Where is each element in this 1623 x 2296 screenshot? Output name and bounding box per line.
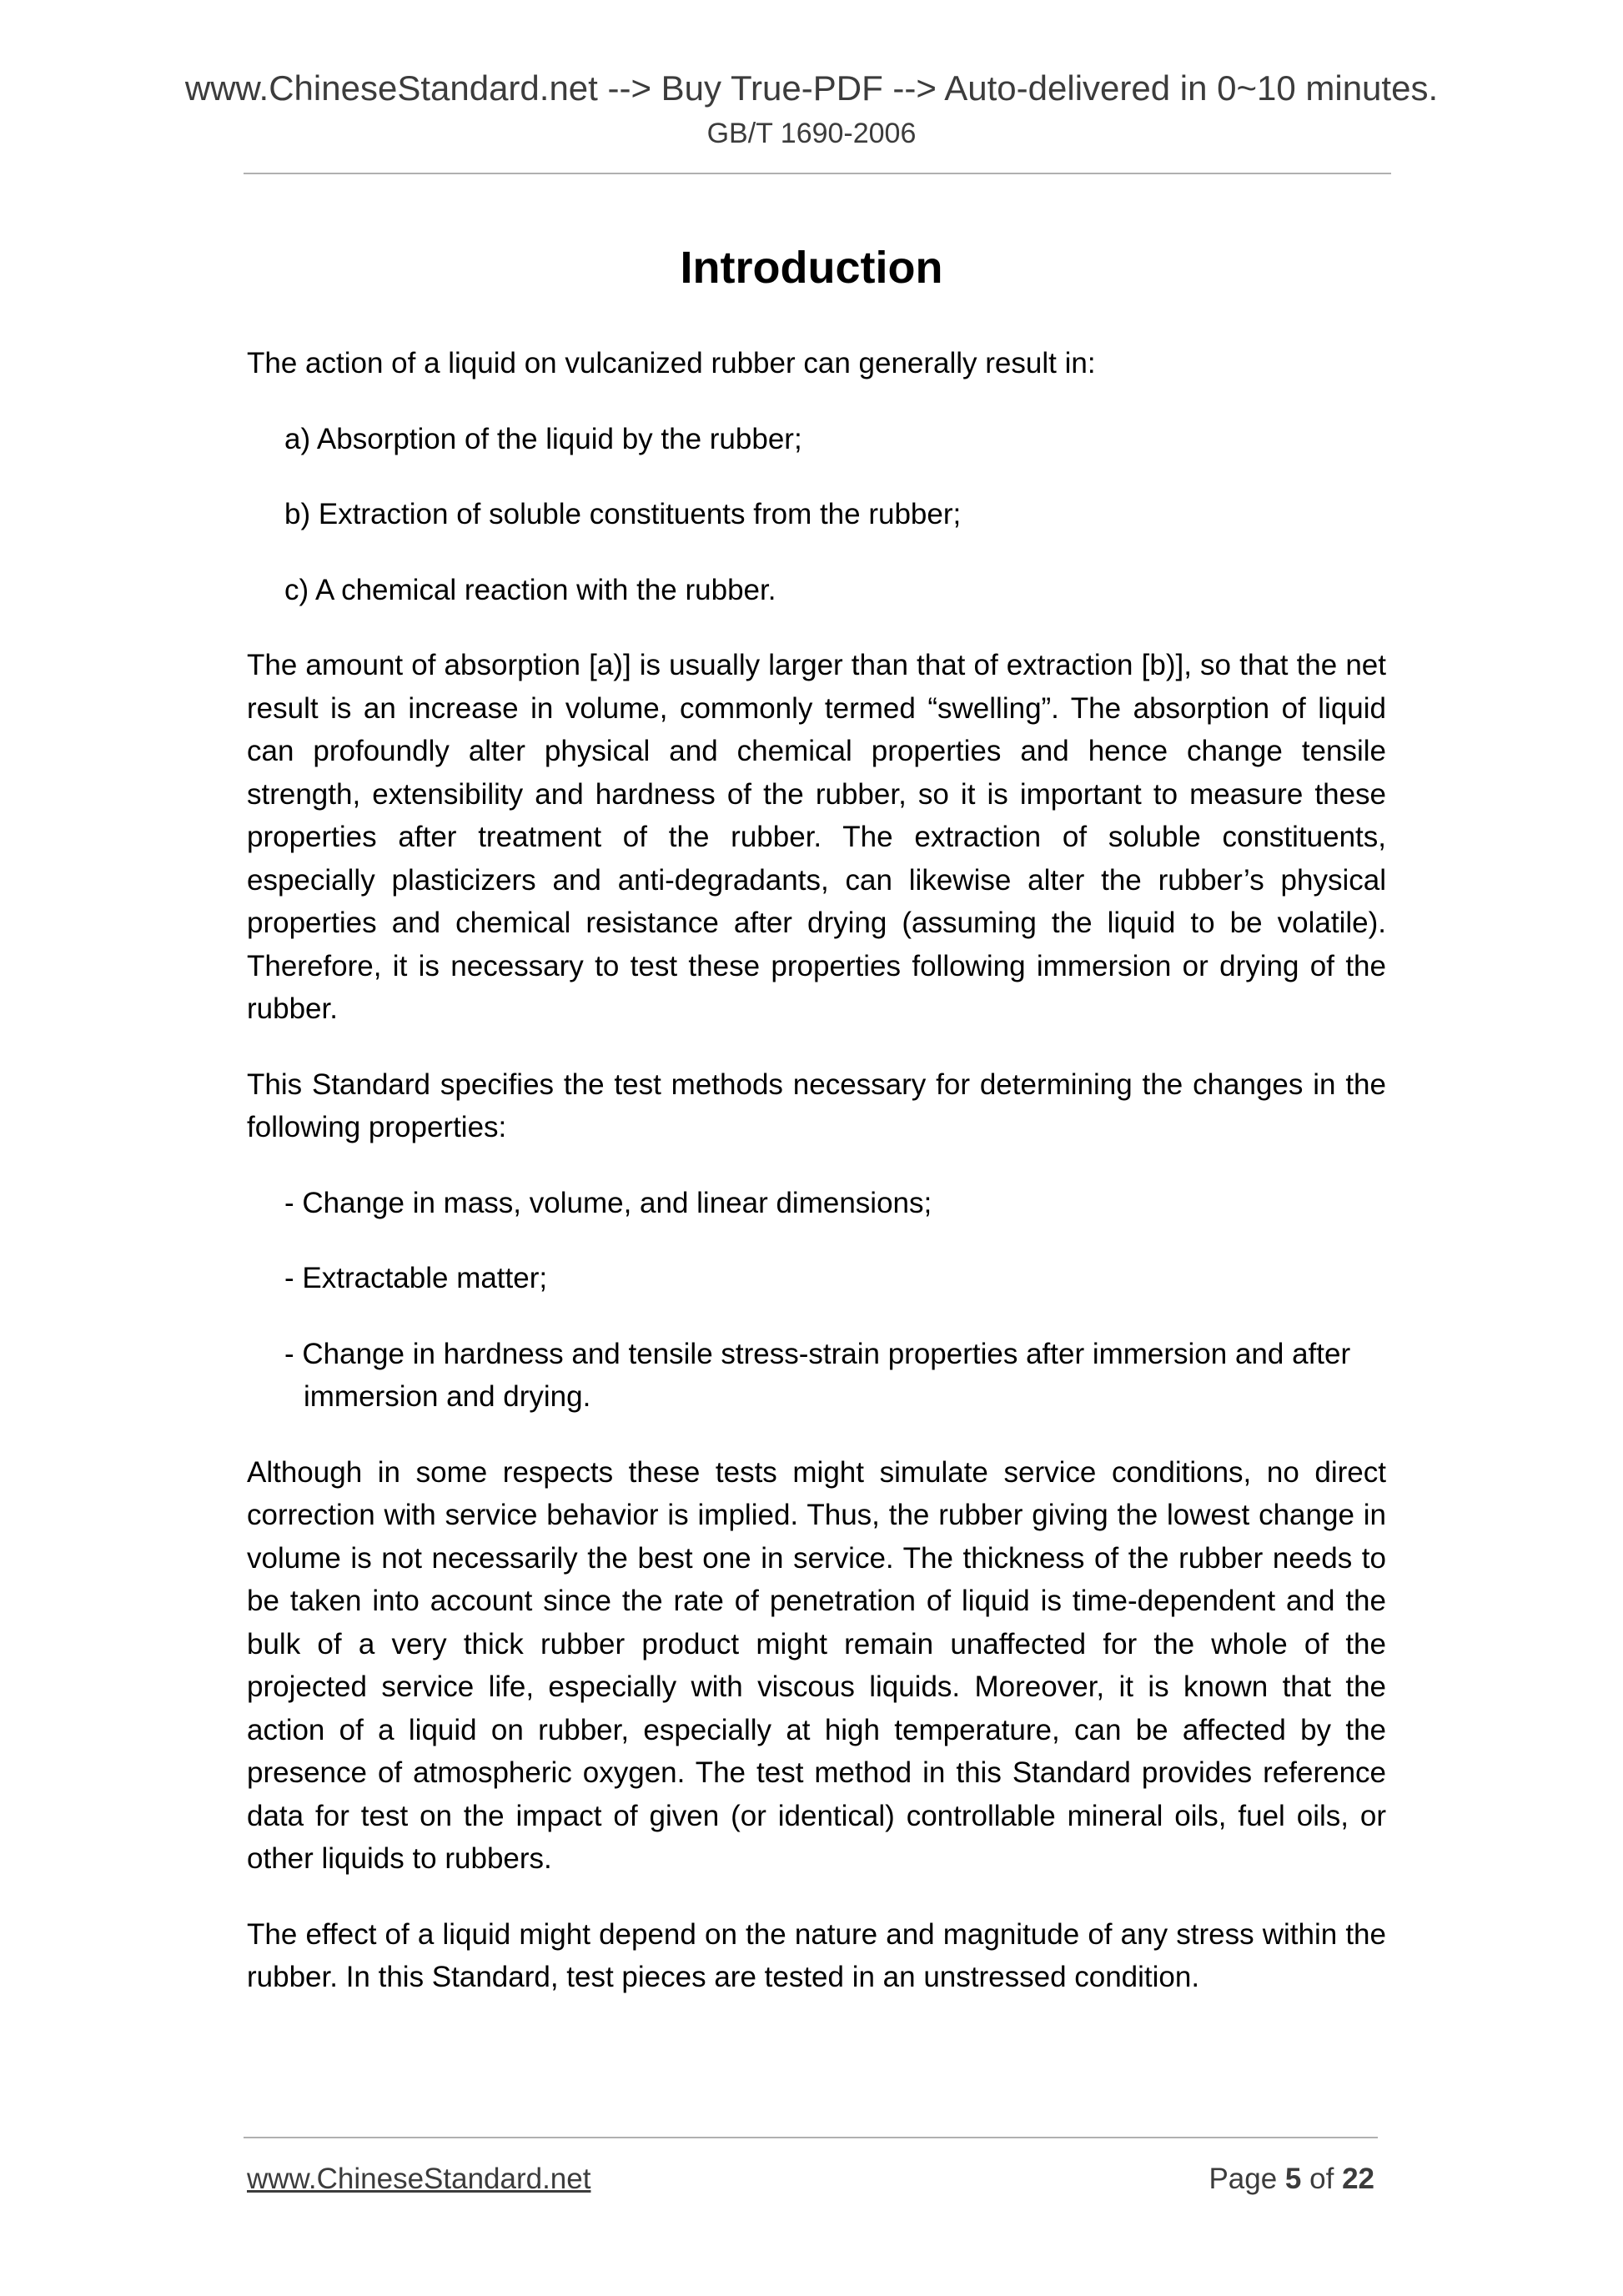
page-of: of: [1309, 2163, 1334, 2195]
header-divider: [244, 173, 1391, 174]
footer-website-link[interactable]: www.ChineseStandard.net: [247, 2163, 591, 2195]
page-number: [1208, 2160, 1374, 2198]
list-item: c) A chemical reaction with the rubber.: [284, 573, 776, 606]
page-label: Page: [1208, 2163, 1278, 2195]
page-title: Introduction: [680, 243, 943, 293]
list-item: - Extractable matter;: [284, 1262, 548, 1294]
document-body: [247, 342, 1386, 2032]
stress-paragraph: The effect of a liquid might depend on the nature and magnitude of any stress within the rubber. In this Standard, test pieces are tested in an unstressed condition.: [247, 1917, 1386, 1993]
intro-paragraph: The action of a liquid on vulcanized rubber can generally result in:: [247, 347, 1096, 379]
service-paragraph: Although in some respects these tests might simulate service conditions, no direct correction with service behavior is implied. Thus, the rubber giving the lowest change in volume is not necessarily the best one in service. The thickness of the rubber needs to be taken into account since the rate of penetration of liquid is time-dependent and the bulk of a very thick rubber product might remain unaffected for the whole of the projected service life, especially with viscous liquids. Moreover, it is known that the action of a liquid on rubber, especially at high temperature, can be affected by the presence of atmospheric oxygen. The test method in this Standard provides reference data for test on the impact of given (or identical) controllable mineral oils, fuel oils, or other liquids to rubbers.: [247, 1455, 1386, 1875]
list-item: b) Extraction of soluble constituents from the rubber;: [284, 498, 962, 530]
standard-number: GB/T 1690-2006: [706, 118, 917, 149]
page-total: 22: [1342, 2163, 1374, 2195]
list-item: - Change in hardness and tensile stress-strain properties after immersion and after immersion and drying.: [284, 1337, 1351, 1413]
list-item: a) Absorption of the liquid by the rubber;: [284, 422, 802, 455]
absorption-paragraph: The amount of absorption [a)] is usually larger than that of extraction [b)], so that the net result is an increase in volume, commonly termed “swelling”. The absorption of liquid can profoundly alter physical and chemical properties and hence change tensile strength, extensibility and hardness of the rubber, so it is important to measure these properties after treatment of the rubber. The extraction of soluble constituents, especially plasticizers and anti-degradants, can likewise alter the rubber’s physical properties and chemical resistance after drying (assuming the liquid to be volatile). Therefore, it is necessary to test these properties following immersion or drying of the rubber.: [247, 649, 1386, 1025]
header-banner: www.ChineseStandard.net --> Buy True-PDF --> Auto-delivered in 0~10 minutes.: [184, 68, 1439, 108]
list-item: - Change in mass, volume, and linear dimensions;: [284, 1186, 932, 1219]
scope-paragraph: This Standard specifies the test methods necessary for determining the changes in the following properties:: [247, 1068, 1386, 1143]
page-current: 5: [1284, 2163, 1302, 2195]
footer-divider: [244, 2137, 1378, 2138]
